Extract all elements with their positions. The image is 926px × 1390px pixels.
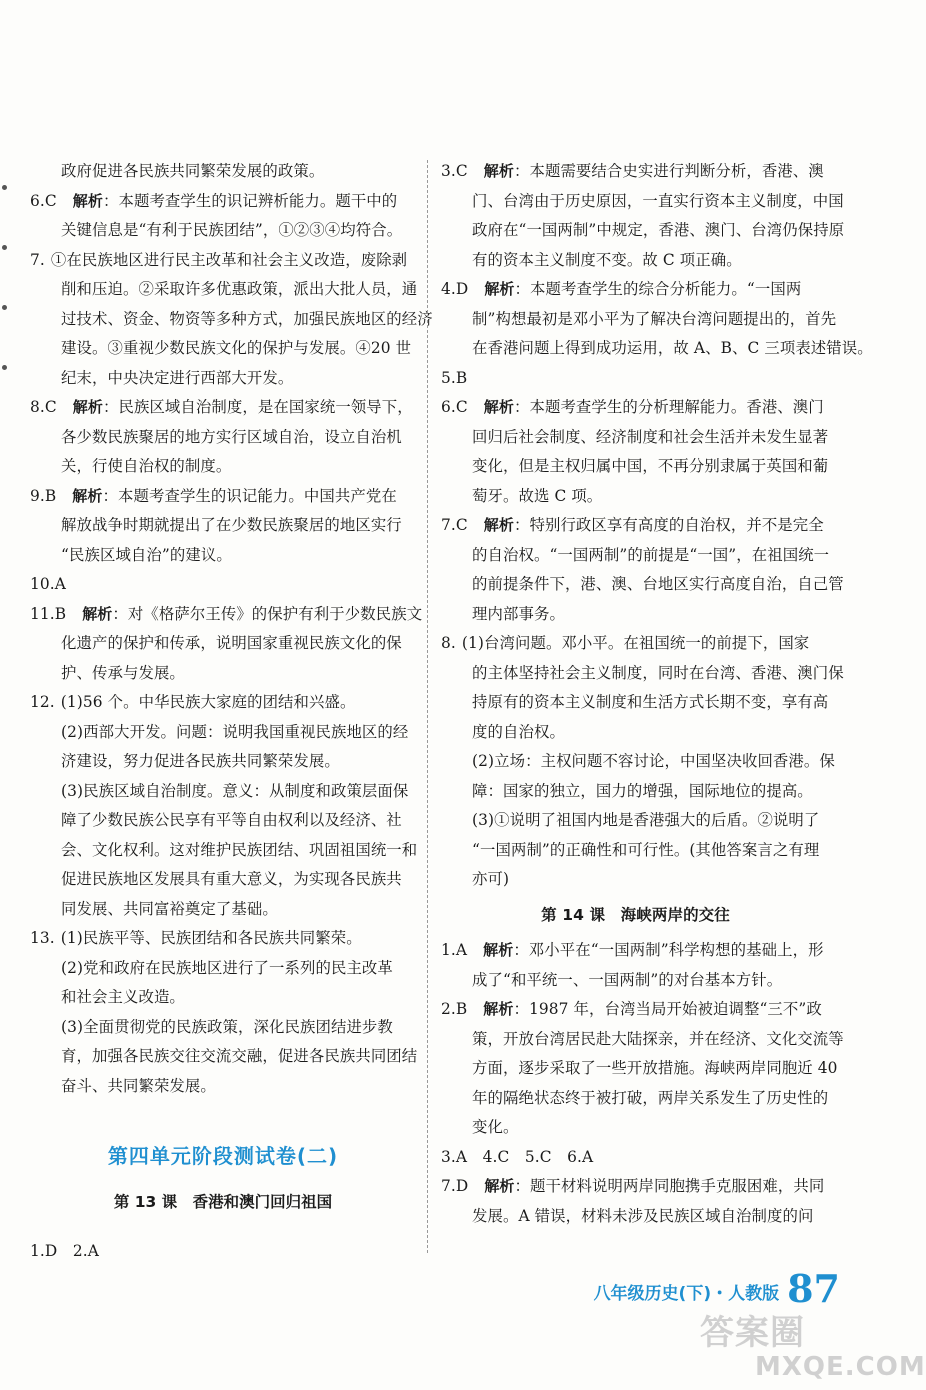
analysis-label: 解析 bbox=[484, 280, 515, 298]
left-line bbox=[30, 541, 416, 571]
answer-text: 同发展、共同富裕奠定了基础。 bbox=[61, 899, 278, 918]
right-line bbox=[441, 246, 830, 276]
answer-text: 纪末，中央决定进行西部大开发。 bbox=[61, 368, 294, 387]
answer-text: 有的资本主义制度不变。故 C 项正确。 bbox=[472, 250, 742, 269]
left-line bbox=[30, 334, 416, 364]
answer-text: 促进民族地区发展具有重大意义，为实现各民族共 bbox=[61, 870, 402, 888]
answer-text: (2)立场：主权问题不容讨论，中国坚决收回香港。保 bbox=[472, 752, 835, 770]
right-line bbox=[441, 995, 830, 1025]
right-line bbox=[441, 452, 830, 482]
question-number: 6.C bbox=[441, 398, 468, 416]
question-number: 7.C bbox=[441, 516, 468, 534]
left-line bbox=[30, 452, 416, 482]
right-line bbox=[441, 1084, 830, 1114]
answer-text: 济建设，努力促进各民族共同繁荣发展。 bbox=[61, 752, 340, 770]
question-number: 3.C bbox=[441, 162, 468, 180]
right-line bbox=[441, 334, 873, 364]
left-line bbox=[30, 777, 416, 807]
answer-text: 亦可) bbox=[472, 870, 510, 888]
binding-marks bbox=[2, 185, 8, 425]
answer-text: 护、传承与发展。 bbox=[61, 663, 185, 682]
question-number: 7.D bbox=[441, 1177, 469, 1195]
answer-text: ：本题考查学生的分析理解能力。香港、澳门 bbox=[513, 398, 824, 416]
left-line bbox=[30, 157, 416, 187]
answer-text: 会、文化权利。这对维护民族团结、巩固祖国统一和 bbox=[61, 840, 418, 859]
question-number: 2.B bbox=[441, 1000, 468, 1018]
answer-text: (1)台湾问题。邓小平。在祖国统一的前提下，国家 bbox=[461, 634, 810, 652]
analysis-label: 解析 bbox=[484, 1177, 515, 1195]
answer-text: (3)①说明了祖国内地是香港强大的后盾。②说明了 bbox=[472, 811, 820, 829]
question-number: 1.A bbox=[441, 941, 468, 959]
right-line bbox=[441, 275, 830, 305]
answer-text: ：1987 年，台湾当局开始被迫调整“三不”政 bbox=[513, 1000, 822, 1018]
question-number: 9.B bbox=[30, 486, 57, 505]
left-line bbox=[30, 659, 416, 689]
left-line bbox=[30, 600, 423, 630]
right-line bbox=[441, 629, 830, 659]
right-line bbox=[441, 836, 830, 866]
right-line bbox=[441, 865, 830, 895]
question-number: 3.A 4.C 5.C 6.A bbox=[441, 1147, 594, 1166]
answer-text: 制”构想最初是邓小平为了解决台湾问题提出的，首先 bbox=[472, 309, 837, 328]
answer-text: 变化，但是主权归属中国，不再分别隶属于英国和葡 bbox=[472, 457, 829, 475]
left-line bbox=[30, 482, 416, 512]
left-line bbox=[30, 1072, 416, 1102]
left-line bbox=[30, 806, 416, 836]
right-line bbox=[441, 1113, 830, 1143]
answer-text: 解放战争时期就提出了在少数民族聚居的地区实行 bbox=[61, 516, 402, 534]
answer-text: (1)56 个。中华民族大家庭的团结和兴盛。 bbox=[60, 693, 356, 711]
answer-text: 在香港问题上得到成功运用，故 A、B、C 三项表述错误。 bbox=[472, 339, 873, 357]
question-number: 13. bbox=[30, 929, 55, 947]
right-line bbox=[441, 570, 844, 600]
left-line bbox=[30, 718, 416, 748]
right-line bbox=[441, 966, 830, 996]
analysis-label: 解析 bbox=[483, 162, 514, 180]
right-line bbox=[441, 600, 830, 630]
answer-text: ：本题考查学生的识记能力。中国共产党在 bbox=[102, 486, 397, 505]
left-line bbox=[30, 570, 416, 600]
page-number: 87 bbox=[787, 1266, 840, 1311]
answer-text: 关，行使自治权的制度。 bbox=[61, 457, 232, 475]
left-line bbox=[30, 688, 416, 718]
right-line bbox=[441, 305, 837, 335]
answer-text: 奋斗、共同繁荣发展。 bbox=[61, 1076, 216, 1095]
left-line bbox=[30, 747, 416, 777]
answer-text: 障了少数民族公民享有平等自由权利以及经济、社 bbox=[61, 811, 402, 829]
answer-text: 理内部事务。 bbox=[472, 604, 565, 623]
question-number: 7. bbox=[30, 250, 45, 269]
watermark-url: MXQE.COM bbox=[755, 1352, 926, 1382]
right-line bbox=[441, 187, 844, 217]
question-number: 5.B bbox=[441, 368, 468, 387]
left-line bbox=[30, 423, 416, 453]
analysis-label: 解析 bbox=[483, 516, 514, 534]
answer-text: (2)党和政府在民族地区进行了一系列的民主改革 bbox=[61, 958, 393, 977]
right-line bbox=[441, 1202, 830, 1232]
analysis-label: 解析 bbox=[72, 398, 103, 416]
left-line bbox=[30, 1042, 416, 1072]
answer-text: 持原有的资本主义制度和生活方式长期不变，享有高 bbox=[472, 693, 829, 711]
answer-text: 成了“和平统一、一国两制”的对台基本方针。 bbox=[472, 970, 783, 989]
question-number: 10.A bbox=[30, 575, 66, 593]
answer-text: “民族区域自治”的建议。 bbox=[61, 545, 232, 564]
left-line bbox=[30, 924, 416, 954]
right-line bbox=[441, 688, 830, 718]
left-line bbox=[30, 511, 416, 541]
right-line bbox=[441, 1143, 830, 1173]
answer-text: 政府促进各民族共同繁荣发展的政策。 bbox=[61, 162, 325, 180]
right-line bbox=[441, 541, 830, 571]
right-line bbox=[441, 511, 830, 541]
answer-text: ：题干材料说明两岸同胞携手克服困难，共同 bbox=[514, 1177, 825, 1195]
unit-title: 第四单元阶段测试卷(二) bbox=[107, 1144, 339, 1168]
answer-text: 化遗产的保护和传承，说明国家重视民族文化的保 bbox=[61, 634, 402, 652]
column-divider bbox=[427, 160, 428, 1253]
question-number: 8.C bbox=[30, 398, 57, 416]
right-line bbox=[441, 1025, 844, 1055]
book-label: 八年级历史(下)・人教版 bbox=[593, 1284, 780, 1304]
answer-text: 削和压迫。②采取许多优惠政策，派出大批人员，通 bbox=[61, 280, 418, 298]
answer-text: 政府在“一国两制”中规定，香港、澳门、台湾仍保持原 bbox=[472, 221, 845, 239]
left-line bbox=[30, 364, 416, 394]
left-line bbox=[30, 216, 416, 246]
answer-text: 度的自治权。 bbox=[472, 722, 565, 741]
answer-text: 萄牙。故选 C 项。 bbox=[472, 486, 603, 505]
answer-text: 变化。 bbox=[472, 1118, 519, 1136]
page-footer bbox=[593, 1266, 840, 1311]
question-number: 6.C bbox=[30, 191, 57, 210]
right-line bbox=[441, 216, 845, 246]
answer-text: 育，加强各民族交往交流交融，促进各民族共同团结 bbox=[61, 1047, 418, 1065]
left-line bbox=[30, 954, 416, 984]
left-line bbox=[30, 187, 416, 217]
analysis-label: 解析 bbox=[72, 191, 103, 210]
question-number: 11.B bbox=[30, 604, 67, 623]
right-line bbox=[441, 718, 830, 748]
analysis-label: 解析 bbox=[82, 604, 113, 623]
question-number: 8. bbox=[441, 634, 456, 652]
right-line bbox=[441, 659, 844, 689]
right-line bbox=[441, 393, 830, 423]
answer-text: 方面，逐步采取了一些开放措施。海峡两岸同胞近 40 bbox=[472, 1059, 838, 1077]
answer-text: (3)全面贯彻党的民族政策，深化民族团结进步教 bbox=[61, 1017, 393, 1036]
answer-text: ①在民族地区进行民主改革和社会主义改造，废除剥 bbox=[50, 250, 408, 269]
analysis-label: 解析 bbox=[483, 1000, 514, 1018]
right-line bbox=[441, 806, 830, 836]
answer-text: ：邓小平在“一国两制”科学构想的基础上，形 bbox=[513, 941, 824, 959]
answer-text: ：本题需要结合史实进行判断分析，香港、澳 bbox=[513, 162, 824, 180]
answer-text: 障：国家的独立，国力的增强，国际地位的提高。 bbox=[472, 781, 813, 800]
left-line bbox=[30, 836, 416, 866]
answer-text: ：民族区域自治制度，是在国家统一领导下， bbox=[102, 398, 413, 416]
answer-text: (1)民族平等、民族团结和各民族共同繁荣。 bbox=[60, 929, 362, 947]
right-line bbox=[441, 423, 830, 453]
answer-text: (2)西部大开发。问题：说明我国重视民族地区的经 bbox=[61, 722, 409, 741]
lesson-13-answers: 1.D 2.A bbox=[30, 1242, 99, 1260]
answer-text: ：特别行政区享有高度的自治权，并不是完全 bbox=[513, 516, 824, 534]
answer-text: 回归后社会制度、经济制度和社会生活并未发生显著 bbox=[472, 427, 829, 446]
right-line bbox=[441, 364, 830, 394]
answer-text: (3)民族区域自治制度。意义：从制度和政策层面保 bbox=[61, 781, 409, 800]
answer-text: 策，开放台湾居民赴大陆探亲，并在经济、文化交流等 bbox=[472, 1029, 844, 1048]
left-line bbox=[30, 246, 416, 276]
right-line bbox=[441, 747, 835, 777]
answer-text: “一国两制”的正确性和可行性。(其他答案言之有理 bbox=[472, 840, 820, 859]
right-line bbox=[441, 936, 830, 966]
left-line bbox=[30, 983, 416, 1013]
left-column bbox=[30, 157, 433, 1101]
left-line bbox=[30, 393, 416, 423]
lesson-14-title: 第 14 课 海峡两岸的交往 bbox=[541, 905, 730, 924]
right-line bbox=[441, 1054, 838, 1084]
left-line bbox=[30, 895, 416, 925]
left-line bbox=[30, 275, 416, 305]
answer-text: 关键信息是“有利于民族团结”，①②③④均符合。 bbox=[61, 221, 403, 239]
left-line bbox=[30, 629, 416, 659]
answer-text: 发展。A 错误，材料未涉及民族区域自治制度的问 bbox=[472, 1206, 814, 1225]
right-line bbox=[441, 777, 830, 807]
right-line bbox=[441, 1172, 830, 1202]
analysis-label: 解析 bbox=[483, 398, 514, 416]
right-line bbox=[441, 157, 830, 187]
question-number: 4.D bbox=[441, 280, 469, 298]
answer-text: 的自治权。“一国两制”的前提是“一国”，在祖国统一 bbox=[472, 545, 830, 564]
watermark-logo: 答案圈 bbox=[700, 1313, 805, 1353]
answer-text: ：本题考查学生的识记辨析能力。题干中的 bbox=[102, 191, 398, 210]
left-line bbox=[30, 1013, 416, 1043]
answer-text: 各少数民族聚居的地方实行区域自治，设立自治机 bbox=[61, 427, 402, 446]
right-column bbox=[441, 157, 873, 1231]
question-number: 12. bbox=[30, 693, 55, 711]
right-line bbox=[441, 482, 830, 512]
analysis-label: 解析 bbox=[483, 941, 514, 959]
answer-text: ：本题考查学生的综合分析能力。“一国两 bbox=[514, 280, 802, 298]
left-line bbox=[30, 305, 433, 335]
answer-text: 门、台湾由于历史原因，一直实行资本主义制度，中国 bbox=[472, 191, 844, 210]
answer-text: 过技术、资金、物资等多种方式，加强民族地区的经济 bbox=[61, 309, 433, 328]
lesson-13-title: 第 13 课 香港和澳门回归祖国 bbox=[113, 1193, 333, 1211]
answer-text: 建设。③重视少数民族文化的保护与发展。④20 世 bbox=[61, 339, 412, 357]
answer-text: 的主体坚持社会主义制度，同时在台湾、香港、澳门保 bbox=[472, 663, 844, 682]
analysis-label: 解析 bbox=[72, 486, 103, 505]
answer-text: 年的隔绝状态终于被打破，两岸关系发生了历史性的 bbox=[472, 1088, 829, 1107]
answer-text: ：对《格萨尔王传》的保护有利于少数民族文 bbox=[112, 604, 423, 623]
answer-text: 的前提条件下，港、澳、台地区实行高度自治，自己管 bbox=[472, 575, 844, 593]
answer-text: 和社会主义改造。 bbox=[61, 988, 185, 1006]
left-line bbox=[30, 865, 416, 895]
